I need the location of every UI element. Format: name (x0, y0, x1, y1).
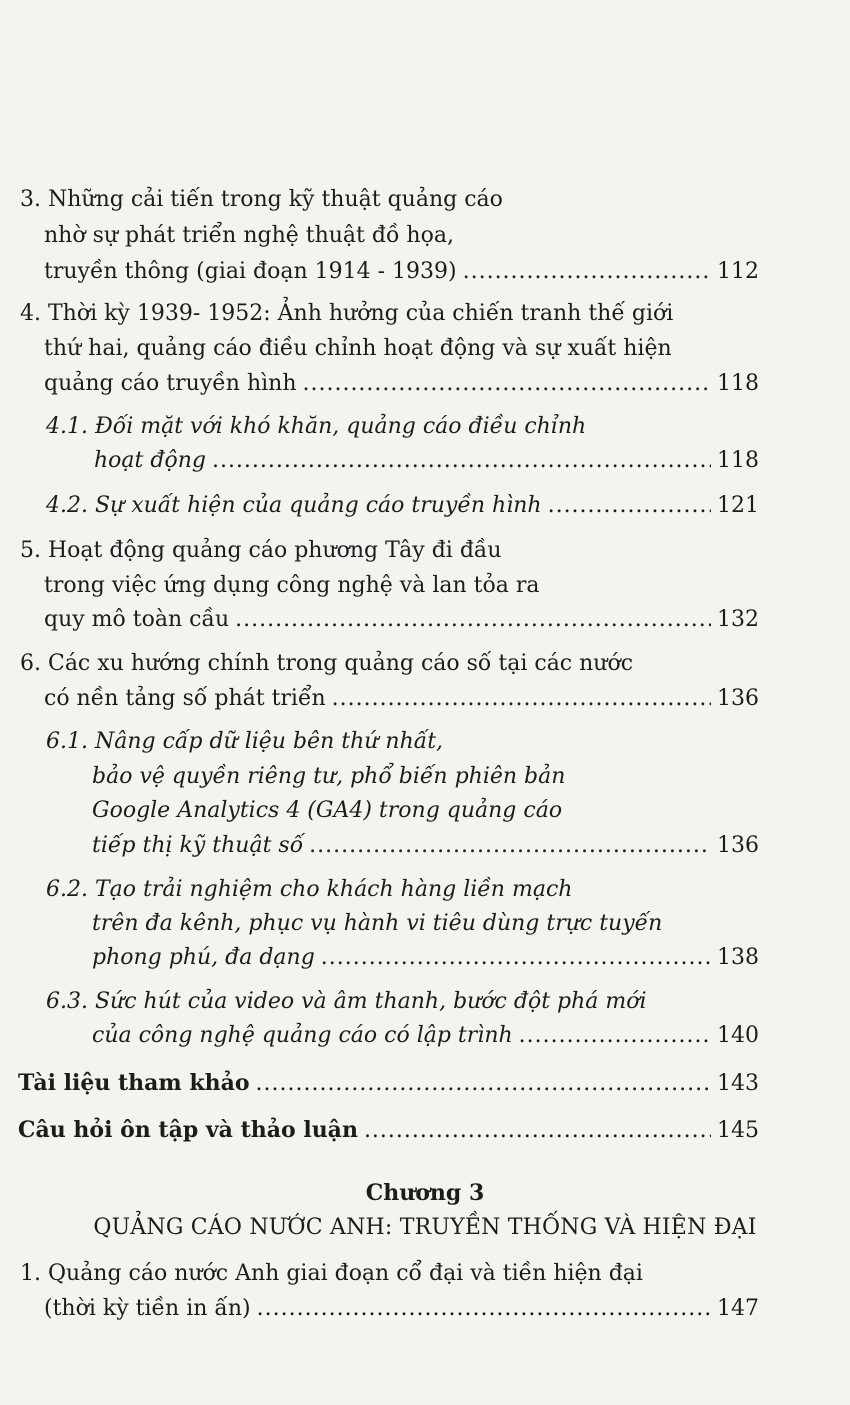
toc-entry-references (18, 1071, 759, 1096)
leader-dots (321, 946, 711, 970)
toc-entry-review-questions (18, 1118, 759, 1143)
toc-entry-leader (44, 687, 759, 711)
toc-entry-leader (92, 946, 759, 970)
leader-dots (332, 687, 711, 711)
chapter-title: QUẢNG CÁO NƯỚC ANH: TRUYỀN THỐNG VÀ HIỆN ĐẠI (93, 1215, 757, 1240)
toc-entry-title: phong phú, đa dạng (92, 945, 315, 970)
toc-entry-line: thứ hai, quảng cáo điều chỉnh hoạt động và sự xuất hiện (44, 336, 672, 361)
page-number: 140 (717, 1023, 759, 1048)
toc-entry-leader (94, 449, 759, 473)
toc-entry-leader (92, 834, 759, 858)
leader-dots (235, 608, 711, 632)
toc-entry-line: nhờ sự phát triển nghệ thuật đồ họa, (44, 223, 454, 248)
toc-entry-leader (92, 1024, 759, 1048)
leader-dots (257, 1297, 711, 1321)
chapter-label: Chương 3 (365, 1180, 485, 1206)
toc-entry-title: quảng cáo truyền hình (44, 371, 297, 396)
page-number: 121 (717, 493, 759, 518)
toc-entry-title: quy mô toàn cầu (44, 607, 230, 632)
leader-dots (463, 260, 711, 284)
page-number: 138 (717, 945, 759, 970)
page-number: 136 (717, 686, 759, 711)
toc-entry-title: 4.2. Sự xuất hiện của quảng cáo truyền hình (46, 493, 542, 518)
toc-entry-title: tiếp thị kỹ thuật số (92, 833, 304, 858)
toc-entry-leader (44, 260, 759, 284)
page-number: 136 (717, 833, 759, 858)
toc-entry-line: 3. Những cải tiến trong kỹ thuật quảng cáo (20, 187, 503, 212)
toc-entry-line: 1. Quảng cáo nước Anh giai đoạn cổ đại và tiền hiện đại (20, 1261, 643, 1286)
page-number: 132 (717, 607, 759, 632)
toc-entry-line: Google Analytics 4 (GA4) trong quảng cáo (92, 798, 563, 823)
page-number: 112 (717, 259, 759, 284)
leader-dots (256, 1072, 712, 1096)
leader-dots (519, 1024, 711, 1048)
page-number: 143 (717, 1071, 759, 1096)
toc-entry-leader (44, 372, 759, 396)
toc-entry-line: 4. Thời kỳ 1939- 1952: Ảnh hưởng của chiến tranh thế giới (20, 301, 674, 326)
leader-dots (302, 372, 711, 396)
page-number: 145 (717, 1118, 759, 1143)
toc-entry-4-2 (46, 494, 759, 518)
toc-entry-line: trong việc ứng dụng công nghệ và lan tỏa ra (44, 573, 540, 598)
toc-entry-leader (44, 1297, 759, 1321)
toc-entry-line: 5. Hoạt động quảng cáo phương Tây đi đầu (20, 538, 502, 563)
toc-entry-line: 6. Các xu hướng chính trong quảng cáo số tại các nước (20, 651, 634, 676)
toc-entry-line: 6.3. Sức hút của video và âm thanh, bước đột phá mới (46, 989, 647, 1014)
page-number: 118 (717, 448, 759, 473)
toc-entry-title: Câu hỏi ôn tập và thảo luận (18, 1117, 358, 1143)
toc-entry-line: 4.1. Đối mặt với khó khăn, quảng cáo điều chỉnh (46, 414, 587, 439)
toc-entry-title: hoạt động (94, 448, 206, 473)
toc-entry-title: có nền tảng số phát triển (44, 686, 326, 711)
toc-entry-line: 6.2. Tạo trải nghiệm cho khách hàng liền mạch (46, 877, 573, 902)
page-number: 147 (717, 1296, 759, 1321)
toc-entry-line: bảo vệ quyền riêng tư, phổ biến phiên bản (92, 764, 566, 789)
toc-entry-line: trên đa kênh, phục vụ hành vi tiêu dùng trực tuyến (92, 911, 663, 936)
toc-entry-title: của công nghệ quảng cáo có lập trình (92, 1023, 513, 1048)
toc-entry-title: truyền thông (giai đoạn 1914 - 1939) (44, 259, 457, 284)
toc-entry-leader (44, 608, 759, 632)
toc-entry-title: Tài liệu tham khảo (18, 1070, 250, 1096)
leader-dots (548, 494, 711, 518)
page-number: 118 (717, 371, 759, 396)
leader-dots (212, 449, 711, 473)
leader-dots (364, 1119, 711, 1143)
leader-dots (309, 834, 711, 858)
toc-entry-line: 6.1. Nâng cấp dữ liệu bên thứ nhất, (46, 729, 444, 754)
toc-entry-title: (thời kỳ tiền in ấn) (44, 1296, 251, 1321)
